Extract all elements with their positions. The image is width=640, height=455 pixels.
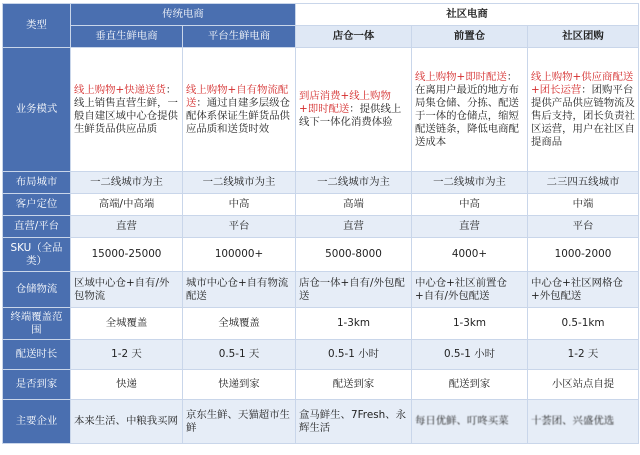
sku-cell: 1000-2000 — [528, 238, 639, 272]
business-model-cell — [412, 48, 528, 172]
logistics-cell: 区域中心仓+自有/外包物流 — [71, 272, 183, 308]
highlight-text: 线上购物+自有物流配送 — [186, 83, 289, 109]
row-city — [3, 172, 639, 194]
row-business-model — [3, 48, 639, 172]
operation-cell: 平台 — [183, 216, 296, 238]
coverage-cell: 全城覆盖 — [71, 308, 183, 340]
logistics-cell: 店仓一体+自有/外包配送 — [296, 272, 412, 308]
row-label-logistics: 仓储物流 — [3, 272, 71, 308]
highlight-text: 线上购物+快递送货 — [74, 83, 166, 96]
delivery-time-cell: 0.5-1 小时 — [412, 340, 528, 370]
operation-cell: 直营 — [412, 216, 528, 238]
city-cell: 一二线城市为主 — [71, 172, 183, 194]
header-row-columns — [3, 26, 639, 48]
row-delivery-time — [3, 340, 639, 370]
operation-cell: 直营 — [71, 216, 183, 238]
row-sku — [3, 238, 639, 272]
row-label-to-home: 是否到家 — [3, 370, 71, 400]
col-header-platform: 平台生鲜电商 — [183, 26, 296, 48]
positioning-cell: 高端/中高端 — [71, 194, 183, 216]
to-home-cell: 配送到家 — [296, 370, 412, 400]
business-model-cell — [71, 48, 183, 172]
row-label-companies: 主要企业 — [3, 400, 71, 444]
to-home-cell: 配送到家 — [412, 370, 528, 400]
delivery-time-cell: 1-2 天 — [71, 340, 183, 370]
row-label-operation: 直营/平台 — [3, 216, 71, 238]
to-home-cell: 小区站点自提 — [528, 370, 639, 400]
body-text: ：在离用户最近的地方布局集仓储、分拣、配送于一体的仓储点，缩短配送链条，降低电商配送成本 — [415, 70, 519, 148]
row-positioning — [3, 194, 639, 216]
positioning-cell: 中端 — [528, 194, 639, 216]
row-label-coverage: 终端覆盖范围 — [3, 308, 71, 340]
city-cell: 一二线城市为主 — [296, 172, 412, 194]
city-cell: 一二线城市为主 — [183, 172, 296, 194]
companies-cell: 每日优鲜、叮咚买菜 — [412, 400, 528, 444]
companies-cell: 京东生鲜、天猫超市生鲜 — [183, 400, 296, 444]
group-traditional-header: 传统电商 — [71, 4, 296, 26]
sku-cell: 5000-8000 — [296, 238, 412, 272]
row-label-business-model: 业务模式 — [3, 48, 71, 172]
companies-cell: 盒马鲜生、7Fresh、永辉生活 — [296, 400, 412, 444]
positioning-cell: 中高 — [183, 194, 296, 216]
delivery-time-cell: 1-2 天 — [528, 340, 639, 370]
body-text: ：线上销售直营生鲜，一般自建区域中心仓提供生鲜货品供应品质 — [74, 83, 178, 135]
row-operation — [3, 216, 639, 238]
row-to-home — [3, 370, 639, 400]
col-header-community-group: 社区团购 — [528, 26, 639, 48]
coverage-cell: 1-3km — [412, 308, 528, 340]
companies-cell: 十荟团、兴盛优选 — [528, 400, 639, 444]
business-model-cell — [528, 48, 639, 172]
row-label-positioning: 客户定位 — [3, 194, 71, 216]
sku-cell: 100000+ — [183, 238, 296, 272]
sku-cell: 15000-25000 — [71, 238, 183, 272]
col-header-vertical: 垂直生鲜电商 — [71, 26, 183, 48]
positioning-cell: 高端 — [296, 194, 412, 216]
row-companies — [3, 400, 639, 444]
delivery-time-cell: 0.5-1 天 — [183, 340, 296, 370]
to-home-cell: 快递到家 — [183, 370, 296, 400]
body-text: ：提供线上线下一体化消费体验 — [299, 103, 402, 128]
row-coverage — [3, 308, 639, 340]
row-label-sku: SKU（全品类） — [3, 238, 71, 272]
delivery-time-cell: 0.5-1 小时 — [296, 340, 412, 370]
positioning-cell: 中高 — [412, 194, 528, 216]
logistics-cell: 中心仓+社区网格仓+外包配送 — [528, 272, 639, 308]
coverage-cell: 全城覆盖 — [183, 308, 296, 340]
row-logistics — [3, 272, 639, 308]
operation-cell: 直营 — [296, 216, 412, 238]
coverage-cell: 0.5-1km — [528, 308, 639, 340]
highlight-text: 线上购物+供应商配送+团长运营 — [531, 70, 634, 96]
highlight-text: 到店消费+线上购物+即时配送 — [299, 90, 391, 115]
business-model-cell — [183, 48, 296, 172]
city-cell: 二三四五线城市 — [528, 172, 639, 194]
logistics-cell: 城市中心仓+自有物流配送 — [183, 272, 296, 308]
logistics-cell: 中心仓+社区前置仓+自有/外包配送 — [412, 272, 528, 308]
sku-cell: 4000+ — [412, 238, 528, 272]
companies-cell: 本来生活、中粮我买网 — [71, 400, 183, 444]
group-community-header: 社区电商 — [296, 4, 639, 26]
body-text: ：通过自建多层级仓配体系保证生鲜货品供应品质和送货时效 — [186, 96, 290, 135]
operation-cell: 平台 — [528, 216, 639, 238]
col-header-store-warehouse: 店仓一体 — [296, 26, 412, 48]
type-header: 类型 — [3, 4, 71, 48]
highlight-text: 线上购物+即时配送 — [415, 70, 507, 83]
body-text: ：团购平台提供产品供应链物流及售后支持，团长负责社区运营，用户在社区自提商品 — [531, 83, 635, 148]
comparison-table — [2, 3, 639, 444]
coverage-cell: 1-3km — [296, 308, 412, 340]
row-label-delivery-time: 配送时长 — [3, 340, 71, 370]
header-row-groups — [3, 4, 639, 26]
col-header-front-warehouse: 前置仓 — [412, 26, 528, 48]
city-cell: 一二线城市为主 — [412, 172, 528, 194]
to-home-cell: 快递 — [71, 370, 183, 400]
row-label-city: 布局城市 — [3, 172, 71, 194]
business-model-cell — [296, 48, 412, 172]
